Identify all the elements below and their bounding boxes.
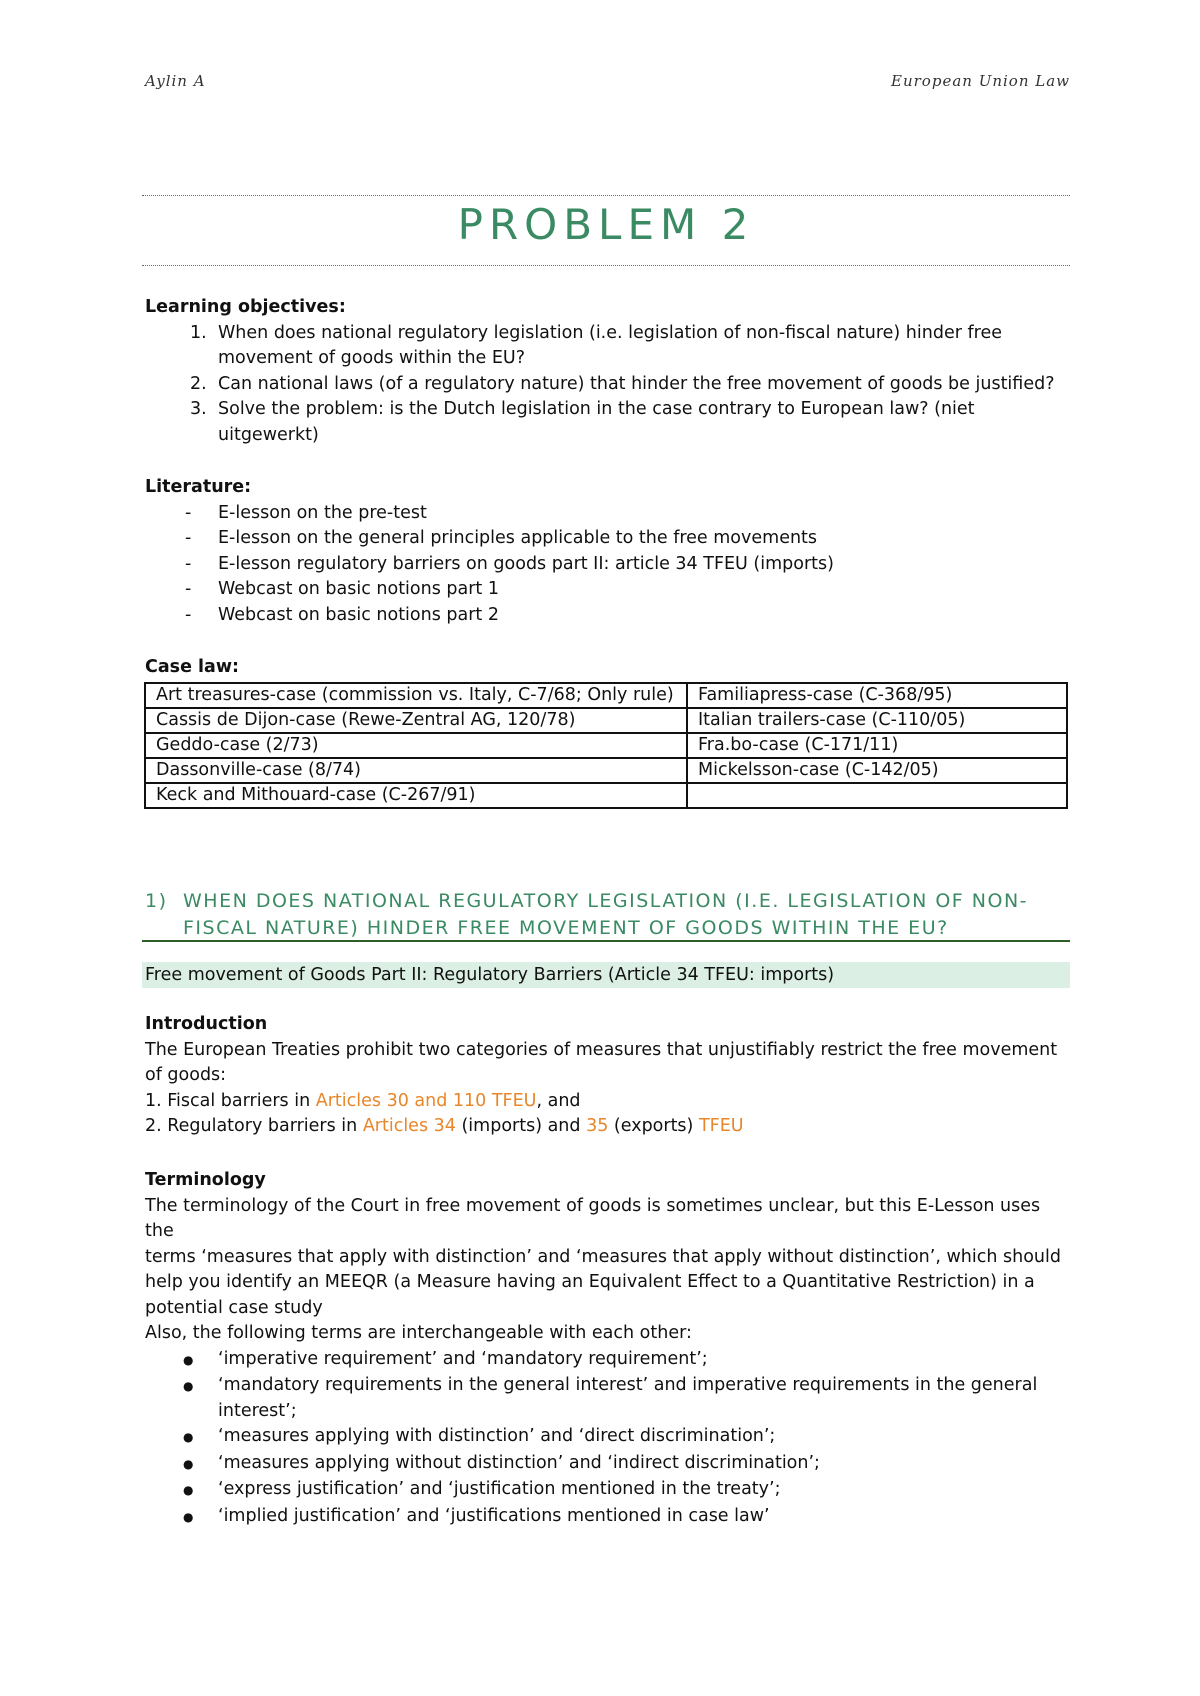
learning-objectives-heading: Learning objectives: bbox=[145, 297, 346, 317]
bullet-icon: ● bbox=[183, 1483, 194, 1497]
item-text: ‘express justification’ and ‘justification mentioned in the treaty’; bbox=[218, 1479, 781, 1499]
article-reference: Articles 34 bbox=[362, 1116, 456, 1136]
item-text: ‘measures applying without distinction’ and ‘indirect discrimination’; bbox=[218, 1452, 820, 1473]
table-cell: Italian trailers-case (C-110/05) bbox=[687, 708, 1067, 733]
list-item bbox=[145, 1424, 1065, 1451]
list-item: - E-lesson on the pre-test bbox=[145, 501, 1065, 527]
item-text: ‘implied justification’ and ‘justifications mentioned in case law’ bbox=[218, 1505, 770, 1526]
header-course: European Union Law bbox=[891, 72, 1070, 90]
terminology bbox=[145, 1168, 1065, 1530]
bullet-icon: ● bbox=[183, 1509, 194, 1524]
list-item bbox=[145, 1451, 1065, 1478]
table-row bbox=[145, 758, 1067, 783]
title-rule-top bbox=[142, 195, 1070, 196]
title-rule-bottom bbox=[142, 265, 1070, 266]
table-row bbox=[145, 708, 1067, 733]
list-item: - E-lesson regulatory barriers on goods part II: article 34 TFEU (imports) bbox=[145, 552, 1065, 578]
literature bbox=[145, 475, 1065, 628]
item-text: Webcast on basic notions part 1 bbox=[218, 579, 499, 599]
text-span: 2. Regulatory barriers in bbox=[145, 1116, 363, 1136]
section-heading-line1: WHEN DOES NATIONAL REGULATORY LEGISLATION (I.E. LEGISLATION OF NON- bbox=[183, 890, 1029, 912]
paragraph-line: help you identify an MEEQR (a Measure having an Equivalent Effect to a Quantitative Restriction) in a bbox=[145, 1272, 1035, 1292]
item-text: movement of goods within the EU? bbox=[218, 348, 526, 368]
article-reference: 35 bbox=[586, 1116, 609, 1136]
table-cell: Mickelsson-case (C-142/05) bbox=[687, 758, 1067, 783]
item-text: E-lesson regulatory barriers on goods part II: article 34 TFEU (imports) bbox=[218, 553, 834, 574]
item-text: uitgewerkt) bbox=[218, 424, 319, 445]
list-item: - E-lesson on the general principles applicable to the free movements bbox=[145, 526, 1065, 552]
table-cell: Art treasures-case (commission vs. Italy, C-7/68; Only rule) bbox=[145, 683, 687, 708]
list-item bbox=[145, 1373, 1065, 1424]
header-author: Aylin A bbox=[145, 72, 206, 90]
article-reference: Articles 30 and 110 TFEU bbox=[315, 1090, 537, 1111]
paragraph-line: Also, the following terms are interchangeable with each other: bbox=[145, 1323, 692, 1343]
section-heading-line2: FISCAL NATURE) HINDER FREE MOVEMENT OF GOODS WITHIN THE EU? bbox=[183, 917, 949, 939]
table-cell: Familiapress-case (C-368/95) bbox=[687, 683, 1067, 708]
intro-item-2 bbox=[145, 1114, 1065, 1140]
item-number: 3. bbox=[190, 399, 207, 419]
case-law-heading: Case law: bbox=[145, 657, 240, 677]
section-heading bbox=[145, 888, 1065, 942]
text-span: 1. Fiscal barriers in bbox=[145, 1090, 316, 1111]
paragraph-line: of goods: bbox=[145, 1065, 227, 1085]
table-cell: Keck and Mithouard-case (C-267/91) bbox=[145, 783, 687, 808]
page-title: PROBLEM 2 bbox=[457, 200, 755, 249]
list-item bbox=[145, 321, 1065, 372]
item-number: 2. bbox=[190, 373, 207, 394]
item-text: E-lesson on the pre-test bbox=[218, 502, 427, 523]
item-text: Can national laws (of a regulatory nature) that hinder the free movement of goods be justified? bbox=[218, 373, 1055, 394]
table-cell: Geddo-case (2/73) bbox=[145, 733, 687, 758]
table-cell: Fra.bo-case (C-171/11) bbox=[687, 733, 1067, 758]
list-item bbox=[145, 1347, 1065, 1374]
list-item bbox=[145, 1477, 1065, 1504]
introduction-heading: Introduction bbox=[145, 1014, 268, 1034]
paragraph-line: The European Treaties prohibit two categories of measures that unjustifiably restrict the free movement bbox=[145, 1039, 1058, 1060]
terminology-heading: Terminology bbox=[145, 1170, 266, 1190]
paragraph-line: potential case study bbox=[145, 1297, 323, 1318]
item-text: interest’; bbox=[218, 1400, 297, 1421]
section-rule bbox=[142, 940, 1070, 942]
bullet-icon: ● bbox=[183, 1352, 194, 1367]
list-item bbox=[145, 372, 1065, 398]
item-text: ‘measures applying with distinction’ and ‘direct discrimination’; bbox=[218, 1426, 776, 1446]
paragraph-line: The terminology of the Court in free movement of goods is sometimes unclear, but this E-Lesson uses the bbox=[145, 1195, 1041, 1241]
text-span: (imports) and bbox=[455, 1116, 587, 1136]
subsection-banner: Free movement of Goods Part II: Regulatory Barriers (Article 34 TFEU: imports) bbox=[142, 962, 1070, 988]
table-row bbox=[145, 733, 1067, 758]
list-item: - Webcast on basic notions part 1 bbox=[145, 577, 1065, 603]
table-cell bbox=[687, 783, 1067, 808]
text-span: (exports) bbox=[608, 1116, 699, 1136]
item-text: ‘mandatory requirements in the general interest’ and imperative requirements in the general bbox=[218, 1375, 1038, 1395]
bullet-icon: ● bbox=[183, 1456, 194, 1471]
item-text: Solve the problem: is the Dutch legislation in the case contrary to European law? (niet bbox=[218, 399, 975, 419]
section-number: 1) bbox=[145, 890, 168, 912]
bullet-icon: ● bbox=[183, 1430, 194, 1444]
item-text: When does national regulatory legislation (i.e. legislation of non-fiscal nature) hinder free bbox=[218, 322, 1002, 343]
item-text: E-lesson on the general principles applicable to the free movements bbox=[218, 528, 818, 548]
literature-heading: Literature: bbox=[145, 477, 252, 497]
bullet-icon: ● bbox=[183, 1379, 194, 1393]
item-text: ‘imperative requirement’ and ‘mandatory requirement’; bbox=[218, 1348, 708, 1369]
intro-item-1 bbox=[145, 1089, 1065, 1115]
table-row bbox=[145, 783, 1067, 808]
introduction bbox=[145, 1012, 1065, 1140]
table-row bbox=[145, 683, 1067, 708]
article-reference: TFEU bbox=[698, 1116, 744, 1136]
list-item bbox=[145, 397, 1065, 448]
item-number: 1. bbox=[190, 322, 207, 343]
case-law-table bbox=[144, 682, 1068, 809]
paragraph-line: terms ‘measures that apply with distinction’ and ‘measures that apply without distinction’, which should bbox=[145, 1246, 1061, 1267]
table-cell: Dassonville-case (8/74) bbox=[145, 758, 687, 783]
table-cell: Cassis de Dijon-case (Rewe-Zentral AG, 120/78) bbox=[145, 708, 687, 733]
text-span: , and bbox=[536, 1090, 581, 1111]
learning-objectives bbox=[145, 295, 1065, 448]
list-item: - Webcast on basic notions part 2 bbox=[145, 603, 1065, 629]
list-item bbox=[145, 1504, 1065, 1531]
item-text: Webcast on basic notions part 2 bbox=[218, 604, 499, 625]
